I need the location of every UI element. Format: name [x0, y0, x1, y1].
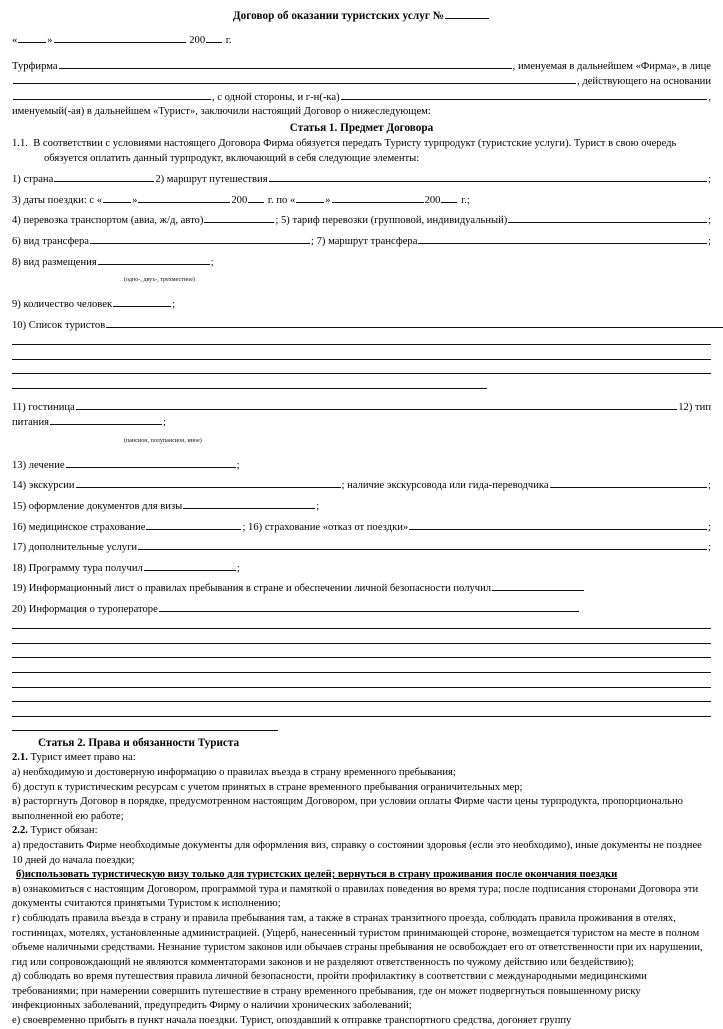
item-19-infosheet-blank[interactable]	[492, 581, 584, 591]
item-17-end: ;	[708, 542, 711, 554]
item-2-route-blank[interactable]	[269, 172, 707, 182]
form-item-1	[12, 172, 711, 188]
clause-2-2	[12, 824, 711, 839]
preamble-basis-suffix: , действующего на основании	[577, 76, 711, 88]
item-3-label: 3) даты поездки: с «	[12, 194, 103, 206]
item-7-transfer-route-blank[interactable]	[418, 234, 707, 244]
form-item-17	[12, 540, 711, 556]
item-3-to-day-blank[interactable]	[296, 193, 324, 203]
item-14-end: ;	[708, 480, 711, 492]
article-2-heading: Статья 2. Права и обязанности Туриста	[38, 737, 240, 750]
item-20-label: 20) Информация о туроператоре	[12, 604, 158, 616]
item-3-from-day-blank[interactable]	[103, 193, 131, 203]
operator-info-line-8[interactable]	[12, 720, 711, 735]
item-12-label: 12) тип	[678, 401, 711, 413]
item-15-visa-blank[interactable]	[183, 499, 315, 509]
date-open-quote: «	[12, 35, 18, 46]
item-10-tourist-list-blank[interactable]	[106, 318, 723, 328]
item-1-country-blank[interactable]	[54, 172, 154, 182]
item-11-hotel-blank[interactable]	[76, 400, 678, 410]
item-8-note: (одно-, двух-, трехместное)	[124, 277, 195, 284]
date-year-prefix: 200	[189, 35, 206, 46]
preamble-firm-suffix: , именуемая в дальнейшем «Фирма», в лице	[512, 60, 711, 72]
item-8-accommodation-blank[interactable]	[98, 255, 210, 265]
duty-d: д) соблюдать во время путешествия правила личной безопасности, пройти профилактику в соответствии с международными медицинскими требованиями; при намерении совершить путешествие в страну временного пребывания, где он может подвергнуться повышенному риску инфекционных заболеваний, предупредить Фирму о наличии хронических заболеваний;	[12, 971, 647, 1012]
duty-b-prefix: б)	[16, 869, 25, 881]
item-3-year-prefix-1: 200	[231, 194, 248, 206]
clause-2-1	[12, 751, 711, 766]
item-4-label: 4) перевозка транспортом (авиа, ж/д, авто)	[12, 215, 204, 227]
date-line	[12, 33, 711, 49]
item-12-end: ;	[163, 417, 166, 429]
preamble-line-2	[12, 74, 711, 90]
item-16-end: ;	[708, 521, 711, 533]
operator-info-line-2[interactable]	[12, 632, 711, 647]
item-14-guide-label: ; наличие экскурсовода или гида-переводчика	[341, 480, 549, 492]
item-14-excursion-blank[interactable]	[76, 478, 341, 488]
item-6-transfer-type-blank[interactable]	[90, 234, 310, 244]
preamble-party-text: , с одной стороны, и г-н(-ка)	[212, 91, 340, 103]
item-13-end: ;	[236, 459, 240, 471]
title-number-blank[interactable]	[445, 9, 489, 19]
item-3-end: г.;	[461, 194, 470, 206]
page-title	[12, 9, 711, 24]
preamble-line-1	[12, 59, 711, 75]
preamble-line3-end: ,	[708, 91, 711, 103]
item-18-program-blank[interactable]	[144, 561, 236, 571]
item-3-to-month-blank[interactable]	[332, 193, 424, 203]
preamble-line-4: именуемый(-ая) в дальнейшем «Турист», заключили настоящий Договор о нижеследующем:	[12, 106, 431, 118]
duty-v: в) ознакомиться с настоящим Договором, программой тура и памяткой о правилах поведения во время тура; после подписания сторонами Договора эти документы считаются принятыми Туристом к исполнению;	[12, 883, 699, 910]
right-b: б) доступ к туристическим ресурсам с учетом принятых в стране временного пребывания ограничительных мер;	[12, 781, 523, 793]
item-3-to-year-blank[interactable]	[441, 193, 457, 203]
item-12-label-cont: питания	[12, 417, 50, 429]
item-4-end: ;	[708, 215, 711, 227]
item-6-end: ;	[708, 235, 711, 247]
form-item-14	[12, 478, 711, 494]
form-item-6	[12, 234, 711, 250]
tourist-list-line-3[interactable]	[12, 363, 711, 378]
item-19-label: 19) Информационный лист о правилах пребывания в стране и обеспечении личной безопасности получил	[12, 583, 492, 595]
form-item-10	[12, 318, 711, 334]
item-17-extra-blank[interactable]	[138, 540, 707, 550]
item-17-label: 17) дополнительные услуги	[12, 542, 138, 554]
item-12-note: (пансион, полупансион, иное)	[124, 437, 202, 444]
item-8-label: 8) вид размещения	[12, 256, 97, 268]
item-3-from-month-blank[interactable]	[138, 193, 230, 203]
item-1-end: ;	[708, 174, 711, 186]
item-10-label: 10) Список туристов	[12, 319, 106, 331]
item-13-label: 13) лечение	[12, 459, 65, 471]
item-18-label: 18) Программу тура получил	[12, 562, 143, 574]
right-a: а) необходимую и достоверную информацию о правилах въезда в страну временного пребывания;	[12, 766, 456, 778]
page-title-text: Договор об оказании туристских услуг №	[232, 10, 445, 22]
form-item-16	[12, 520, 711, 536]
item-4-transport-blank[interactable]	[204, 213, 274, 223]
clause-1-1-text: В соответствии с условиями настоящего Договора Фирма обязуется передать Туристу турпродукт (туристские услуги). Турист в свою очередь обязуется оплатить данный турпродукт, включающий в себя следующие элементы:	[33, 137, 677, 164]
duty-e: е) своевременно прибыть в пункт начала поездки. Турист, опоздавший к отправке транспортного средства, догоняет группу	[12, 1015, 572, 1027]
item-5-label: ; 5) тариф перевозки (групповой, индивидуальный)	[275, 215, 508, 227]
operator-info-line-4[interactable]	[12, 661, 711, 676]
clause-2-1-number: 2.1.	[12, 752, 28, 764]
item-20-operator-blank[interactable]	[159, 602, 579, 612]
duty-g: г) соблюдать правила въезда в страну и правила пребывания там, а также в странах транзитного проезда, соблюдать правила проживания в отелях, гостиницах, мотелях, установленные администрацией. (Ущерб, нанесенный туристом принимающей стороне, возмещается туристом на месте в полном объеме наличными средствами. Незнание туристом законов или обычаев страны пребывания не освобождает его от ответственности при их нарушении, гид или сопровождающий не являются комментаторами законов и не разделяют ответственность по чужому действию или бездействию);	[12, 912, 703, 968]
clause-2-1-text: Турист имеет право на:	[30, 752, 136, 764]
clause-1-1-number: 1.1.	[12, 137, 28, 149]
item-16-medical-blank[interactable]	[146, 520, 241, 530]
preamble-representative-blank[interactable]	[13, 74, 576, 84]
item-16-cancel-blank[interactable]	[409, 520, 707, 530]
operator-info-line-5[interactable]	[12, 676, 711, 691]
item-11-label: 11) гостиница	[12, 401, 75, 413]
duty-a: а) предоставить Фирме необходимые документы для оформления виз, справку о состоянии здоровья (если это необходимо), иные документы не позднее 10 дней до начала поездки;	[12, 839, 702, 866]
item-6-label: 6) вид трансфера	[12, 235, 90, 247]
form-item-3	[12, 193, 711, 209]
form-item-12	[12, 415, 711, 431]
duty-b	[12, 868, 711, 883]
item-14-label: 14) экскурсии	[12, 480, 75, 492]
date-day-blank[interactable]	[18, 33, 46, 43]
preamble-tourist-blank[interactable]	[341, 90, 708, 100]
item-3-from-year-blank[interactable]	[248, 193, 264, 203]
item-9-end: ;	[172, 299, 176, 311]
right-v: в) расторгнуть Договор в порядке, предусмотренном настоящим Договором, при условии оплаты Фирме части цены турпродукта, пропорционально выполненной ею работе;	[12, 796, 683, 822]
operator-info-line-1[interactable]	[12, 618, 711, 633]
form-item-18	[12, 561, 711, 577]
form-item-20	[12, 602, 711, 618]
item-12-meal-blank[interactable]	[50, 415, 162, 425]
item-3-quote-1: »	[132, 194, 138, 206]
item-7-label: ; 7) маршрут трансфера	[311, 235, 418, 247]
tourist-list-line-2[interactable]	[12, 348, 711, 363]
item-9-label: 9) количество человек	[12, 299, 113, 311]
operator-info-line-3[interactable]	[12, 647, 711, 662]
item-18-end: ;	[236, 562, 240, 574]
preamble-line-3	[12, 90, 711, 106]
form-item-15	[12, 499, 711, 515]
form-item-13	[12, 458, 711, 474]
item-3-mid: г. по «	[267, 194, 296, 206]
item-5-tariff-blank[interactable]	[508, 213, 707, 223]
item-14-guide-blank[interactable]	[550, 478, 707, 488]
clause-1-1	[12, 137, 711, 166]
form-item-9	[12, 297, 711, 313]
form-item-19	[12, 581, 711, 597]
item-3-year-prefix-2: 200	[424, 194, 441, 206]
preamble-firm-label: Турфирма	[12, 60, 58, 72]
item-1-label: 1) страна	[12, 174, 54, 186]
preamble-firm-blank[interactable]	[59, 59, 512, 69]
item-3-quote-2: »	[325, 194, 331, 206]
form-item-11	[12, 400, 711, 416]
date-month-blank[interactable]	[54, 33, 186, 43]
preamble-document-blank[interactable]	[13, 90, 211, 100]
operator-info-line-7[interactable]	[12, 705, 711, 720]
date-year-blank[interactable]	[206, 33, 222, 43]
clause-2-2-text: Турист обязан:	[30, 825, 98, 837]
item-2-label: 2) маршрут путешествия	[155, 174, 268, 186]
tourist-list-line-1[interactable]	[12, 333, 711, 348]
duty-b-highlighted: использовать туристическую визу только для туристских целей; вернуться в страну проживания после окончания поездки	[24, 869, 618, 881]
item-16b-label: ; 16) страхование «отказ от поездки»	[242, 521, 409, 533]
item-13-treatment-blank[interactable]	[66, 458, 236, 468]
clause-2-2-number: 2.2.	[12, 825, 28, 837]
item-8-end: ;	[210, 256, 214, 268]
date-year-suffix: г.	[225, 35, 232, 46]
tourist-list-line-4[interactable]	[12, 377, 711, 392]
item-15-label: 15) оформление документов для визы	[12, 501, 183, 513]
form-item-4	[12, 213, 711, 229]
item-16-label: 16) медицинское страхование	[12, 521, 146, 533]
item-9-count-blank[interactable]	[113, 297, 171, 307]
date-close-quote: »	[47, 35, 53, 46]
form-item-8	[12, 255, 711, 271]
operator-info-line-6[interactable]	[12, 691, 711, 706]
item-15-end: ;	[316, 501, 320, 513]
article-1-heading: Статья 1. Предмет Договора	[289, 121, 434, 134]
